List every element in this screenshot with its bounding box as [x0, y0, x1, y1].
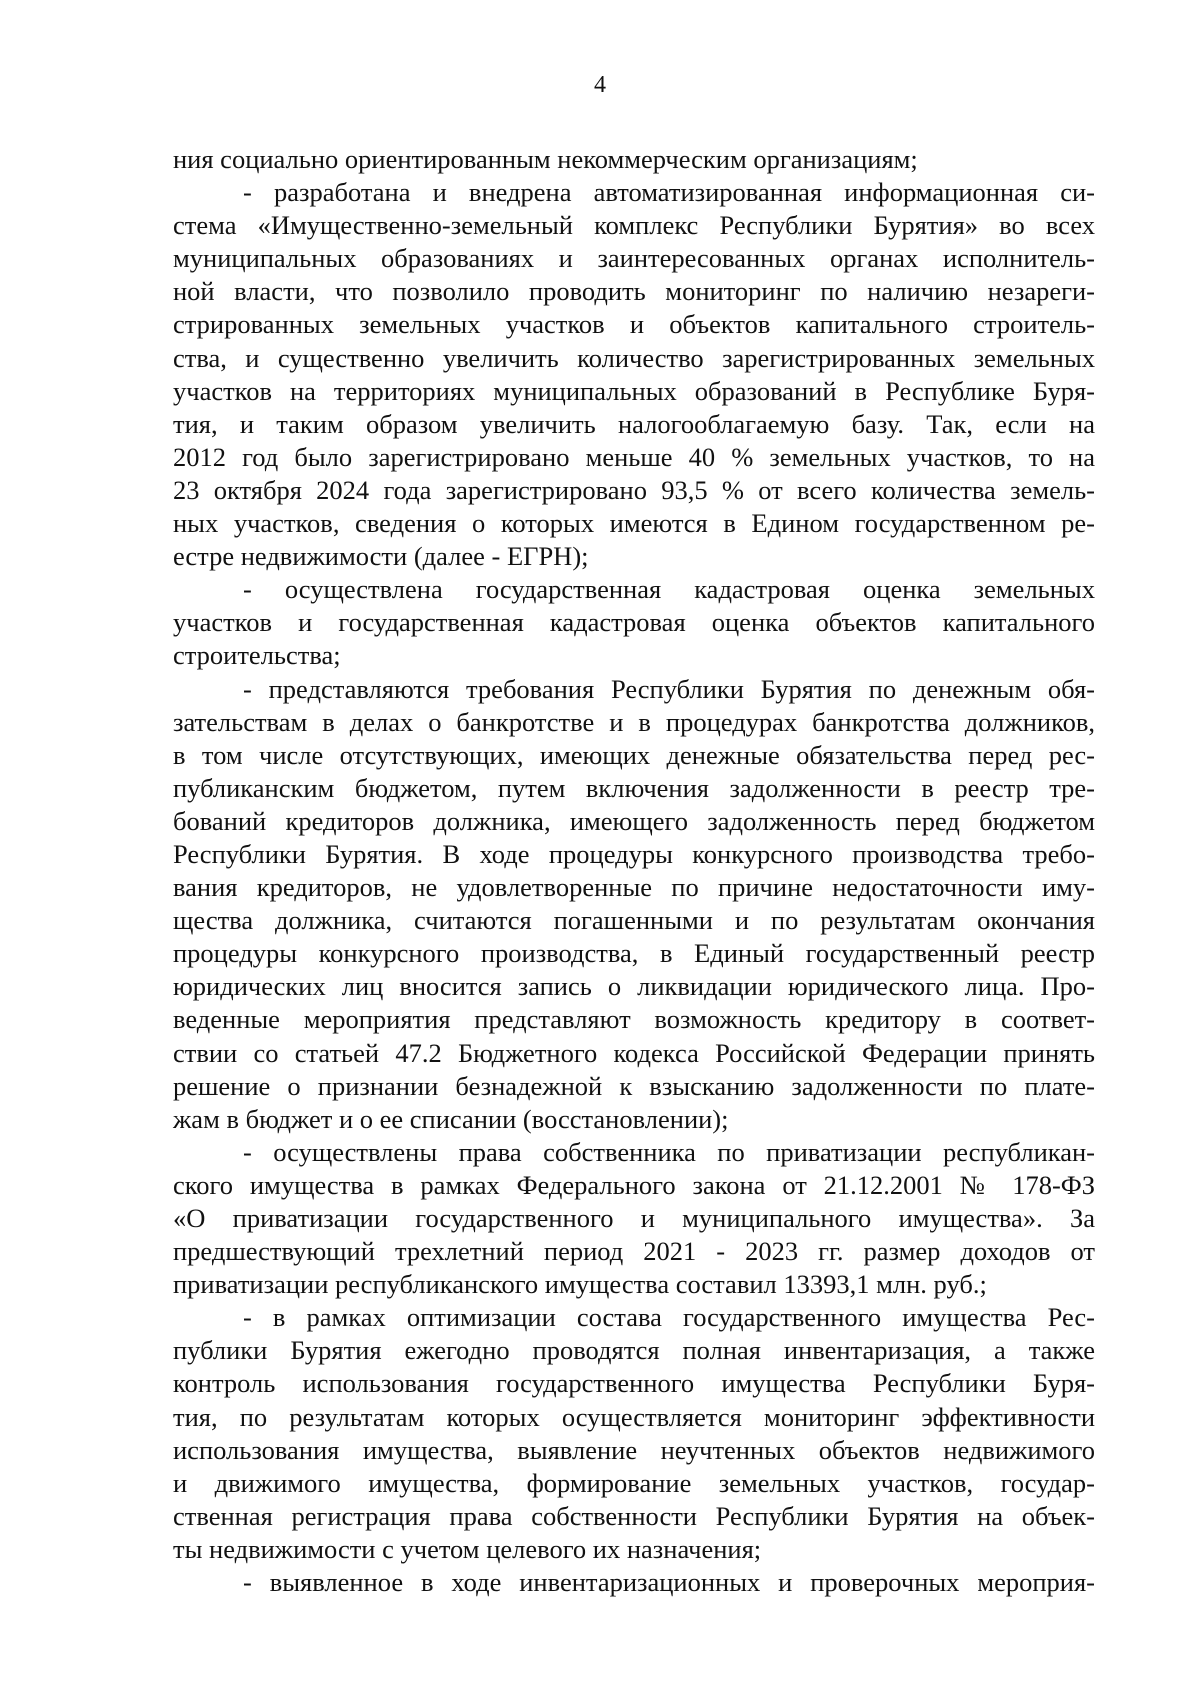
- text-line: зательствам в делах о банкротстве и в процедурах банкротства должников,: [173, 706, 1095, 737]
- text-line: ния социально ориентированным некоммерческим организациям;: [173, 144, 918, 174]
- text-line: - представляются требования Республики Бурятия по денежным обя-: [243, 673, 1095, 704]
- document-body: [173, 143, 1095, 1599]
- text-line: 2012 год было зарегистрировано меньше 40 % земельных участков, то на: [173, 441, 1095, 472]
- text-line: решение о признании безнадежной к взысканию задолженности по плате-: [173, 1070, 1095, 1101]
- text-line: Республики Бурятия. В ходе процедуры конкурсного производства требо-: [173, 838, 1095, 869]
- text-line: щества должника, считаются погашенными и по результатам окончания: [173, 905, 1095, 936]
- text-line: ты недвижимости с учетом целевого их назначения;: [173, 1533, 762, 1564]
- text-line: - осуществлена государственная кадастровая оценка земельных: [243, 574, 1095, 605]
- text-line: тия, по результатам которых осуществляется мониторинг эффективности: [173, 1401, 1095, 1432]
- text-line: ной власти, что позволило проводить мониторинг по наличию незареги-: [173, 276, 1095, 307]
- text-line: процедуры конкурсного производства, в Единый государственный реестр: [173, 938, 1095, 969]
- text-line: участков на территориях муниципальных образований в Республике Буря-: [173, 375, 1095, 406]
- text-line: ствии со статьей 47.2 Бюджетного кодекса Российской Федерации принять: [173, 1037, 1095, 1068]
- text-line: ных участков, сведения о которых имеются в Едином государственном ре-: [173, 508, 1095, 539]
- text-line: в том числе отсутствующих, имеющих денежные обязательства перед рес-: [173, 739, 1095, 770]
- text-line: контроль использования государственного имущества Республики Буря-: [173, 1368, 1095, 1399]
- text-line: муниципальных образованиях и заинтересованных органах исполнитель-: [173, 243, 1095, 274]
- text-line: бований кредиторов должника, имеющего задолженность перед бюджетом: [173, 805, 1095, 836]
- text-line: строительства;: [173, 640, 341, 671]
- text-line: естре недвижимости (далее - ЕГРН);: [173, 541, 589, 572]
- text-line: ства, и существенно увеличить количество зарегистрированных земельных: [173, 342, 1095, 373]
- text-line: публиканским бюджетом, путем включения задолженности в реестр тре-: [173, 772, 1095, 803]
- text-line: использования имущества, выявление неучтенных объектов недвижимого: [173, 1434, 1095, 1465]
- text-line: - выявленное в ходе инвентаризационных и проверочных мероприя-: [243, 1567, 1095, 1598]
- text-line: участков и государственная кадастровая оценка объектов капитального: [173, 607, 1095, 638]
- text-line: - в рамках оптимизации состава государственного имущества Рес-: [243, 1302, 1095, 1333]
- text-line: стрированных земельных участков и объектов капитального строитель-: [173, 309, 1095, 340]
- text-line: предшествующий трехлетний период 2021 - 2023 гг. размер доходов от: [173, 1236, 1095, 1267]
- page-number: 4: [594, 72, 606, 98]
- text-line: веденные мероприятия представляют возможность кредитору в соответ-: [173, 1004, 1095, 1035]
- text-line: «О приватизации государственного и муниципального имущества». За: [173, 1203, 1095, 1233]
- text-line: жам в бюджет и о ее списании (восстановлении);: [173, 1103, 729, 1134]
- text-line: и движимого имущества, формирование земельных участков, государ-: [173, 1467, 1095, 1498]
- text-line: ственная регистрация права собственности Республики Бурятия на объек-: [173, 1500, 1095, 1531]
- text-line: вания кредиторов, не удовлетворенные по причине недостаточности иму-: [173, 872, 1095, 903]
- text-line: - разработана и внедрена автоматизированная информационная си-: [243, 177, 1095, 208]
- text-line: юридических лиц вносится запись о ликвидации юридического лица. Про-: [173, 971, 1095, 1002]
- text-line: тия, и таким образом увеличить налогооблагаемую базу. Так, если на: [173, 408, 1095, 439]
- text-line: - осуществлены права собственника по приватизации республикан-: [243, 1136, 1095, 1167]
- text-line: приватизации республиканского имущества составил 13393,1 млн. руб.;: [173, 1269, 987, 1300]
- text-line: публики Бурятия ежегодно проводятся полная инвентаризация, а также: [173, 1335, 1095, 1366]
- text-line: ского имущества в рамках Федерального закона от 21.12.2001 № 178-ФЗ: [173, 1169, 1095, 1200]
- text-line: стема «Имущественно-земельный комплекс Республики Бурятия» во всех: [173, 210, 1095, 241]
- text-line: 23 октября 2024 года зарегистрировано 93,5 % от всего количества земель-: [173, 474, 1095, 505]
